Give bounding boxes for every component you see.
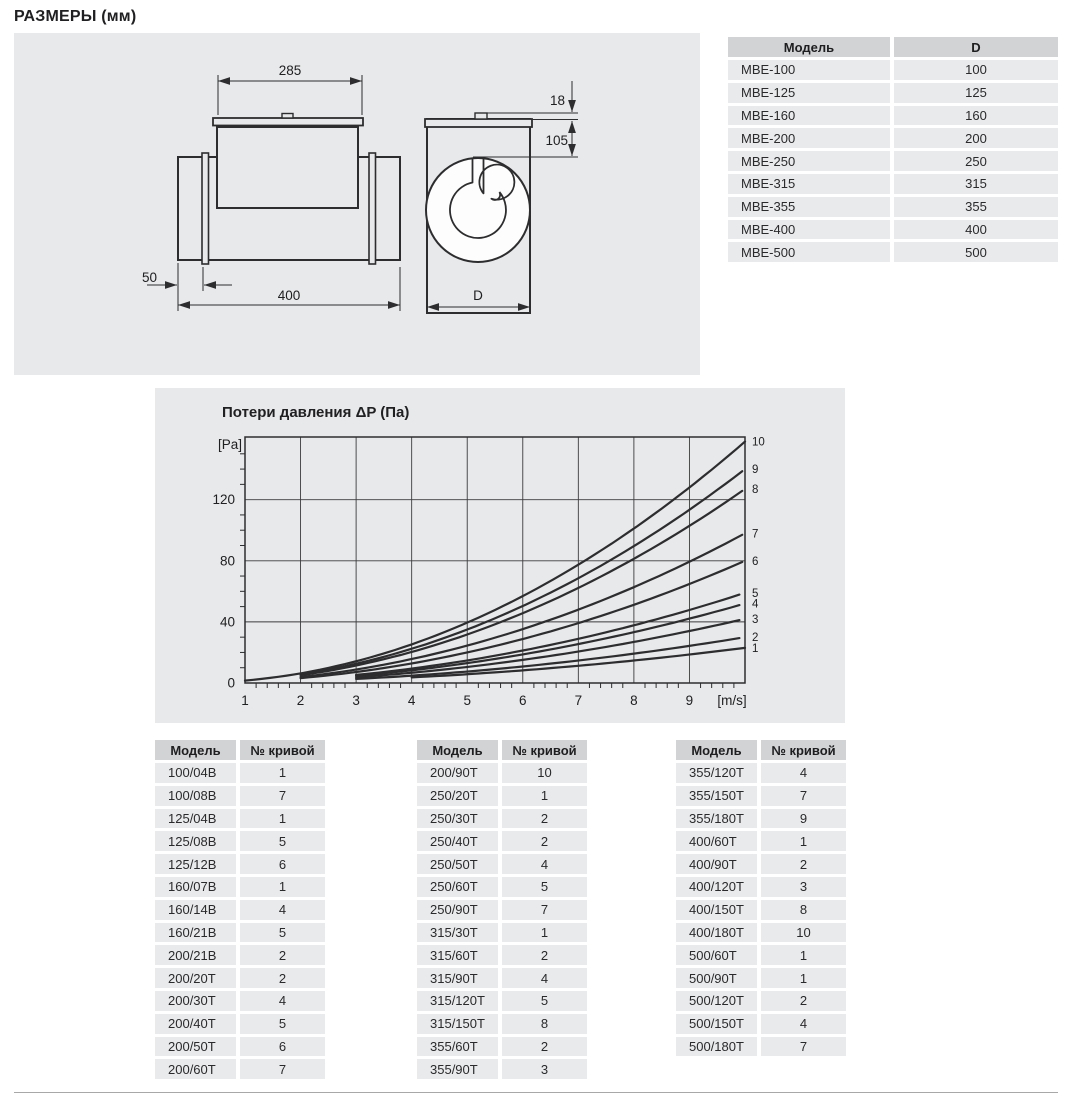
dim-285 (218, 75, 362, 115)
table-row (417, 809, 587, 829)
section-divider (14, 1092, 1058, 1093)
value-cell: 5 (236, 1014, 325, 1034)
value-cell: 8 (757, 900, 846, 920)
table-row (155, 968, 325, 988)
table-row (417, 763, 587, 783)
model-cell: 400/150T (676, 900, 757, 920)
value-cell: 100 (890, 60, 1058, 80)
model-cell: МВЕ-500 (728, 242, 890, 262)
front-lid-tab (475, 113, 487, 119)
column-header: № кривой (498, 740, 587, 760)
table-row (417, 1014, 587, 1034)
model-cell: 125/04B (155, 809, 236, 829)
value-cell: 5 (236, 923, 325, 943)
value-cell: 7 (757, 786, 846, 806)
value-cell: 9 (757, 809, 846, 829)
table-row (676, 968, 846, 988)
value-cell: 1 (757, 831, 846, 851)
dimensions-drawing-panel (14, 33, 700, 375)
curve-label-2: 2 (752, 632, 759, 645)
terminal-box (217, 127, 358, 208)
pressure-loss-chart-panel (155, 388, 845, 723)
curve-label-5: 5 (752, 587, 759, 600)
table-row (155, 900, 325, 920)
curve-label-6: 6 (752, 555, 759, 568)
table-row (155, 763, 325, 783)
x-axis-unit-label: [m/s] (717, 693, 747, 708)
model-cell: 315/30T (417, 923, 498, 943)
model-cell: 355/90T (417, 1059, 498, 1079)
value-cell: 1 (757, 968, 846, 988)
table-row (728, 242, 1058, 262)
duct-opening (426, 158, 530, 262)
value-cell: 6 (236, 1037, 325, 1057)
value-cell: 1 (236, 877, 325, 897)
table-row (417, 831, 587, 851)
column-header: № кривой (757, 740, 846, 760)
model-cell: 315/150T (417, 1014, 498, 1034)
table-row (417, 786, 587, 806)
curve-label-3: 3 (752, 613, 759, 626)
table-row (676, 809, 846, 829)
value-cell: 125 (890, 83, 1058, 103)
model-diameter-table-wrap (728, 34, 1060, 265)
dim-18-label: 18 (549, 93, 565, 108)
curve-label-8: 8 (752, 483, 759, 496)
model-cell: 315/120T (417, 991, 498, 1011)
model-cell: 400/60T (676, 831, 757, 851)
value-cell: 7 (498, 900, 587, 920)
table-row (676, 923, 846, 943)
x-tick-label: 6 (519, 693, 527, 708)
value-cell: 2 (498, 945, 587, 965)
curve-label-1: 1 (752, 642, 759, 655)
curve-table-3 (676, 737, 846, 1059)
model-cell: МВЕ-125 (728, 83, 890, 103)
model-cell: 200/21B (155, 945, 236, 965)
value-cell: 2 (236, 968, 325, 988)
value-cell: 4 (498, 968, 587, 988)
table-row (728, 83, 1058, 103)
value-cell: 7 (757, 1037, 846, 1057)
table-row (417, 923, 587, 943)
model-cell: 250/50T (417, 854, 498, 874)
table-row (676, 877, 846, 897)
model-cell: 250/30T (417, 809, 498, 829)
model-cell: МВЕ-355 (728, 197, 890, 217)
model-cell: 160/07B (155, 877, 236, 897)
value-cell: 2 (757, 991, 846, 1011)
model-cell: 500/150T (676, 1014, 757, 1034)
terminal-box-lid (213, 118, 363, 126)
table-row (155, 991, 325, 1011)
model-cell: 250/40T (417, 831, 498, 851)
model-cell: 500/60T (676, 945, 757, 965)
value-cell: 400 (890, 220, 1058, 240)
x-tick-label: 8 (630, 693, 638, 708)
dim-285-label: 285 (278, 63, 302, 78)
model-cell: 125/08B (155, 831, 236, 851)
value-cell: 5 (236, 831, 325, 851)
model-cell: 200/20T (155, 968, 236, 988)
table-row (417, 900, 587, 920)
table-row (676, 945, 846, 965)
value-cell: 315 (890, 174, 1058, 194)
right-flange (369, 153, 376, 264)
table-row (155, 786, 325, 806)
value-cell: 2 (498, 831, 587, 851)
model-cell: 500/120T (676, 991, 757, 1011)
curve-label-9: 9 (752, 464, 759, 477)
model-cell: 200/50T (155, 1037, 236, 1057)
model-cell: 250/20T (417, 786, 498, 806)
value-cell: 8 (498, 1014, 587, 1034)
curve-table-2-wrap (417, 737, 589, 1082)
model-cell: 400/180T (676, 923, 757, 943)
model-cell: 100/08B (155, 786, 236, 806)
table-row (155, 923, 325, 943)
table-row (155, 945, 325, 965)
value-cell: 7 (236, 786, 325, 806)
value-cell: 2 (498, 809, 587, 829)
y-tick-label: 120 (212, 492, 235, 508)
chart-title: Потери давления ΔP (Па) (222, 404, 410, 421)
table-row (417, 854, 587, 874)
model-cell: 355/180T (676, 809, 757, 829)
table-row (676, 854, 846, 874)
dim-400-label: 400 (277, 288, 301, 303)
curve-table-3-wrap (676, 737, 848, 1059)
model-cell: 355/150T (676, 786, 757, 806)
model-cell: МВЕ-315 (728, 174, 890, 194)
table-row (728, 220, 1058, 240)
value-cell: 4 (236, 991, 325, 1011)
model-cell: 100/04B (155, 763, 236, 783)
value-cell: 10 (757, 923, 846, 943)
model-cell: 400/90T (676, 854, 757, 874)
model-diameter-table (728, 34, 1058, 265)
value-cell: 2 (236, 945, 325, 965)
model-cell: 125/12B (155, 854, 236, 874)
value-cell: 3 (757, 877, 846, 897)
model-cell: 315/90T (417, 968, 498, 988)
value-cell: 4 (757, 763, 846, 783)
value-cell: 1 (236, 809, 325, 829)
table-row (676, 991, 846, 1011)
y-tick-label: 80 (219, 553, 235, 569)
value-cell: 2 (757, 854, 846, 874)
table-row (728, 151, 1058, 171)
table-row (676, 786, 846, 806)
value-cell: 1 (498, 923, 587, 943)
header-row (728, 37, 1058, 57)
table-row (417, 945, 587, 965)
lid-tab (282, 114, 293, 119)
model-cell: 200/90T (417, 763, 498, 783)
dim-105-label: 105 (545, 133, 568, 148)
model-cell: МВЕ-250 (728, 151, 890, 171)
curve-label-4: 4 (752, 598, 759, 611)
value-cell: 7 (236, 1059, 325, 1079)
side-view (147, 75, 400, 311)
x-tick-label: 7 (574, 693, 583, 708)
table-row (728, 60, 1058, 80)
curve-4 (356, 605, 739, 676)
model-cell: 355/120T (676, 763, 757, 783)
table-row (155, 877, 325, 897)
model-cell: 400/120T (676, 877, 757, 897)
table-row (155, 1059, 325, 1079)
value-cell: 1 (498, 786, 587, 806)
model-cell: 160/21B (155, 923, 236, 943)
value-cell: 355 (890, 197, 1058, 217)
table-row (676, 1014, 846, 1034)
table-row (417, 968, 587, 988)
column-header: № кривой (236, 740, 325, 760)
column-header: Модель (676, 740, 757, 760)
column-header: Модель (728, 37, 890, 57)
table-row (417, 877, 587, 897)
table-row (417, 1037, 587, 1057)
curve-table-2 (417, 737, 587, 1082)
column-header: Модель (155, 740, 236, 760)
value-cell: 200 (890, 128, 1058, 148)
model-cell: 200/30T (155, 991, 236, 1011)
curve-label-7: 7 (752, 528, 759, 541)
curve-table-1-wrap (155, 737, 327, 1082)
column-header: D (890, 37, 1058, 57)
value-cell: 4 (498, 854, 587, 874)
x-tick-label: 4 (407, 693, 416, 708)
model-cell: МВЕ-160 (728, 106, 890, 126)
header-row (417, 740, 587, 760)
model-cell: 500/180T (676, 1037, 757, 1057)
x-tick-label: 1 (241, 693, 249, 708)
x-tick-label: 3 (352, 693, 360, 708)
page-title: РАЗМЕРЫ (мм) (14, 8, 137, 25)
curve-table-1 (155, 737, 325, 1082)
value-cell: 10 (498, 763, 587, 783)
x-tick-label: 9 (685, 693, 694, 708)
value-cell: 1 (757, 945, 846, 965)
model-cell: МВЕ-200 (728, 128, 890, 148)
x-tick-label: 5 (463, 693, 471, 708)
value-cell: 500 (890, 242, 1058, 262)
table-row (417, 1059, 587, 1079)
model-cell: 500/90T (676, 968, 757, 988)
table-row (728, 174, 1058, 194)
y-tick-label: 40 (219, 614, 235, 630)
model-cell: 250/90T (417, 900, 498, 920)
table-row (155, 831, 325, 851)
table-row (676, 831, 846, 851)
curve-label-10: 10 (752, 436, 765, 449)
dim-D-label: D (473, 288, 483, 303)
table-row (417, 991, 587, 1011)
table-row (676, 900, 846, 920)
technical-drawing (14, 33, 700, 375)
model-cell: 200/40T (155, 1014, 236, 1034)
value-cell: 3 (498, 1059, 587, 1079)
left-flange (202, 153, 209, 264)
value-cell: 5 (498, 877, 587, 897)
model-cell: 160/14B (155, 900, 236, 920)
value-cell: 250 (890, 151, 1058, 171)
model-cell: МВЕ-400 (728, 220, 890, 240)
table-row (728, 128, 1058, 148)
value-cell: 6 (236, 854, 325, 874)
value-cell: 4 (236, 900, 325, 920)
table-row (155, 1014, 325, 1034)
value-cell: 1 (236, 763, 325, 783)
model-cell: 315/60T (417, 945, 498, 965)
column-header: Модель (417, 740, 498, 760)
table-row (155, 1037, 325, 1057)
table-row (728, 197, 1058, 217)
header-row (155, 740, 325, 760)
y-tick-label: 0 (227, 675, 235, 691)
dim-50-label: 50 (141, 270, 157, 285)
x-tick-label: 2 (296, 693, 305, 708)
model-cell: 200/60T (155, 1059, 236, 1079)
dim-50 (147, 263, 232, 311)
pressure-loss-chart (155, 388, 845, 723)
value-cell: 5 (498, 991, 587, 1011)
model-cell: 250/60T (417, 877, 498, 897)
table-row (676, 1037, 846, 1057)
table-row (155, 809, 325, 829)
value-cell: 2 (498, 1037, 587, 1057)
header-row (676, 740, 846, 760)
value-cell: 160 (890, 106, 1058, 126)
table-row (728, 106, 1058, 126)
front-view (425, 81, 578, 313)
model-cell: 355/60T (417, 1037, 498, 1057)
front-lid (425, 119, 532, 127)
table-row (155, 854, 325, 874)
curve-9 (301, 471, 743, 674)
model-cell: МВЕ-100 (728, 60, 890, 80)
value-cell: 4 (757, 1014, 846, 1034)
y-axis-unit-label: [Pa] (217, 437, 242, 452)
table-row (676, 763, 846, 783)
